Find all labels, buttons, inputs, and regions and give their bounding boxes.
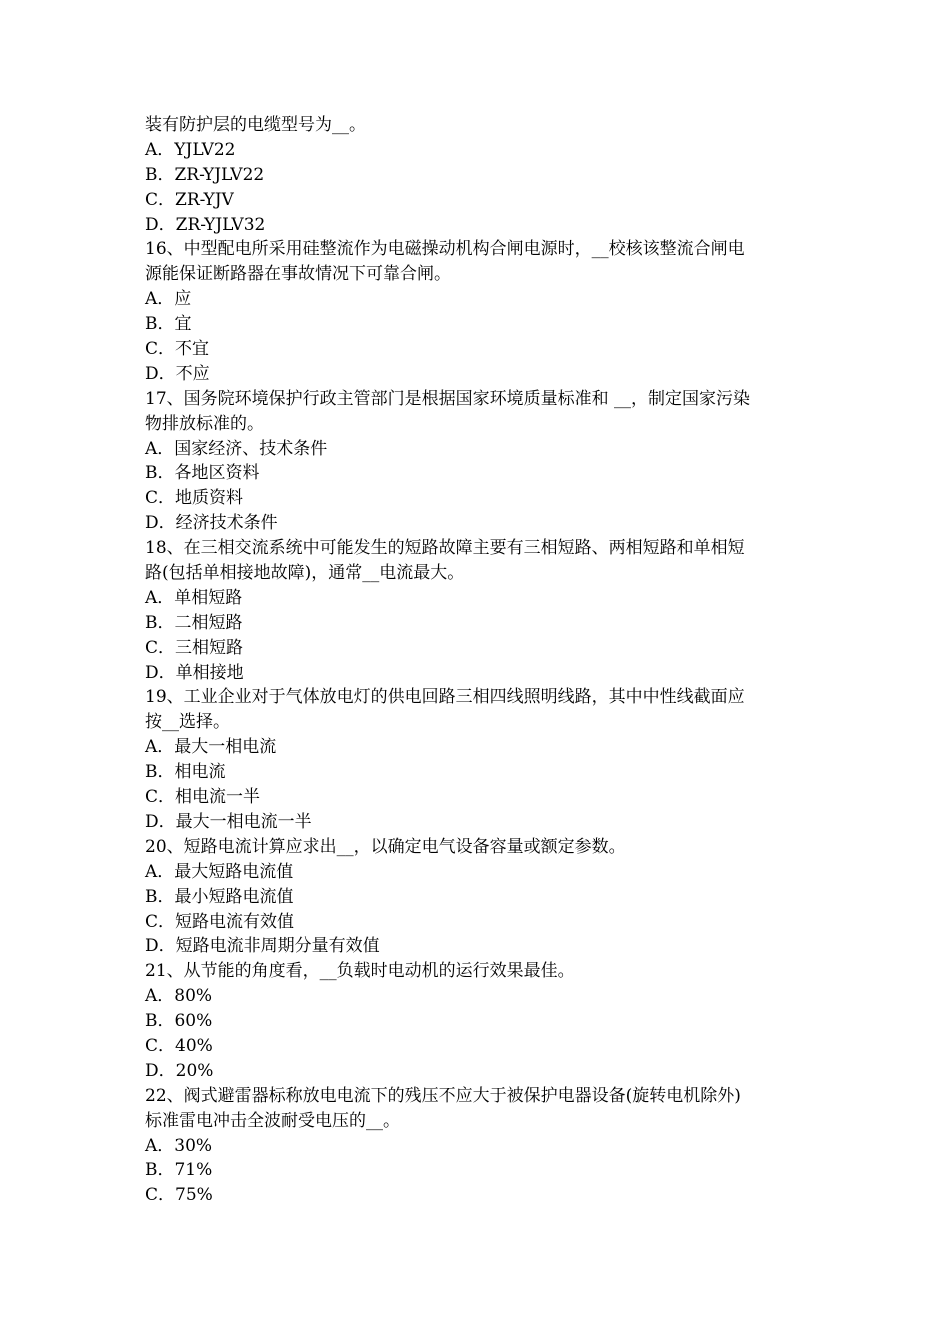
option-a: A．应 [145,289,192,310]
option-b: B．最小短路电流值 [145,886,294,907]
question-19 [145,685,815,834]
question-stem-continued: 源能保证断路器在事故情况下可靠合闸。 [145,264,451,285]
option-d: D．不应 [145,363,210,384]
option-b: B．相电流 [145,762,226,783]
option-b: B．二相短路 [145,612,243,633]
option-d: D．经济技术条件 [145,513,278,534]
option-b: B．71% [145,1160,213,1181]
option-c: C．短路电流有效值 [145,911,295,932]
question-stem: 16、中型配电所采用硅整流作为电磁操动机构合闸电源时，__校核该整流合闸电 [145,239,745,260]
question-stem-continued: 物排放标准的。 [145,413,264,434]
question-stem: 装有防护层的电缆型号为__。 [145,115,366,135]
option-a: A．YJLV22 [145,139,236,160]
option-d: D．短路电流非周期分量有效值 [145,936,380,957]
option-c: C．地质资料 [145,488,244,509]
question-stem: 21、从节能的角度看，__负载时电动机的运行效果最佳。 [145,961,575,982]
option-c: C．40% [145,1035,213,1056]
option-d: D．20% [145,1060,214,1081]
question-stem: 22、阀式避雷器标称放电电流下的残压不应大于被保护电器设备(旋转电机除外) [145,1085,741,1106]
option-c: C．ZR-YJV [145,189,234,210]
option-c: C．相电流一半 [145,787,261,808]
document-content [145,113,815,1208]
question-21 [145,959,815,1083]
question-stem: 18、在三相交流系统中可能发生的短路故障主要有三相短路、两相短路和单相短 [145,538,745,559]
question-20 [145,835,815,959]
option-c: C．三相短路 [145,637,244,658]
question-stem: 17、国务院环境保护行政主管部门是根据国家环境质量标准和 __，制定国家污染 [145,388,751,409]
option-c: C．不宜 [145,339,210,360]
question-stem: 19、工业企业对于气体放电灯的供电回路三相四线照明线路，其中中性线截面应 [145,687,745,708]
question-17 [145,387,815,536]
question-22 [145,1084,815,1208]
question-stem-continued: 路(包括单相接地故障)，通常__电流最大。 [145,563,465,584]
option-b: B．各地区资料 [145,463,260,484]
option-a: A．30% [145,1135,213,1156]
question-stem: 20、短路电流计算应求出__，以确定电气设备容量或额定参数。 [145,836,626,857]
question-15-partial [145,113,815,237]
option-b: B．宜 [145,314,192,335]
option-a: A．最大短路电流值 [145,861,294,882]
question-stem-continued: 标准雷电冲击全波耐受电压的__。 [145,1110,400,1131]
question-18 [145,536,815,685]
option-b: B．60% [145,1011,213,1032]
option-d: D．单相接地 [145,662,244,683]
option-d: D．ZR-YJLV32 [145,214,266,235]
option-b: B．ZR-YJLV22 [145,164,265,185]
option-a: A．国家经济、技术条件 [145,438,328,459]
question-16 [145,237,815,386]
question-stem-continued: 按__选择。 [145,712,230,733]
option-d: D．最大一相电流一半 [145,811,312,832]
option-c: C．75% [145,1185,213,1206]
option-a: A．80% [145,986,213,1007]
option-a: A．单相短路 [145,587,243,608]
option-a: A．最大一相电流 [145,737,277,758]
